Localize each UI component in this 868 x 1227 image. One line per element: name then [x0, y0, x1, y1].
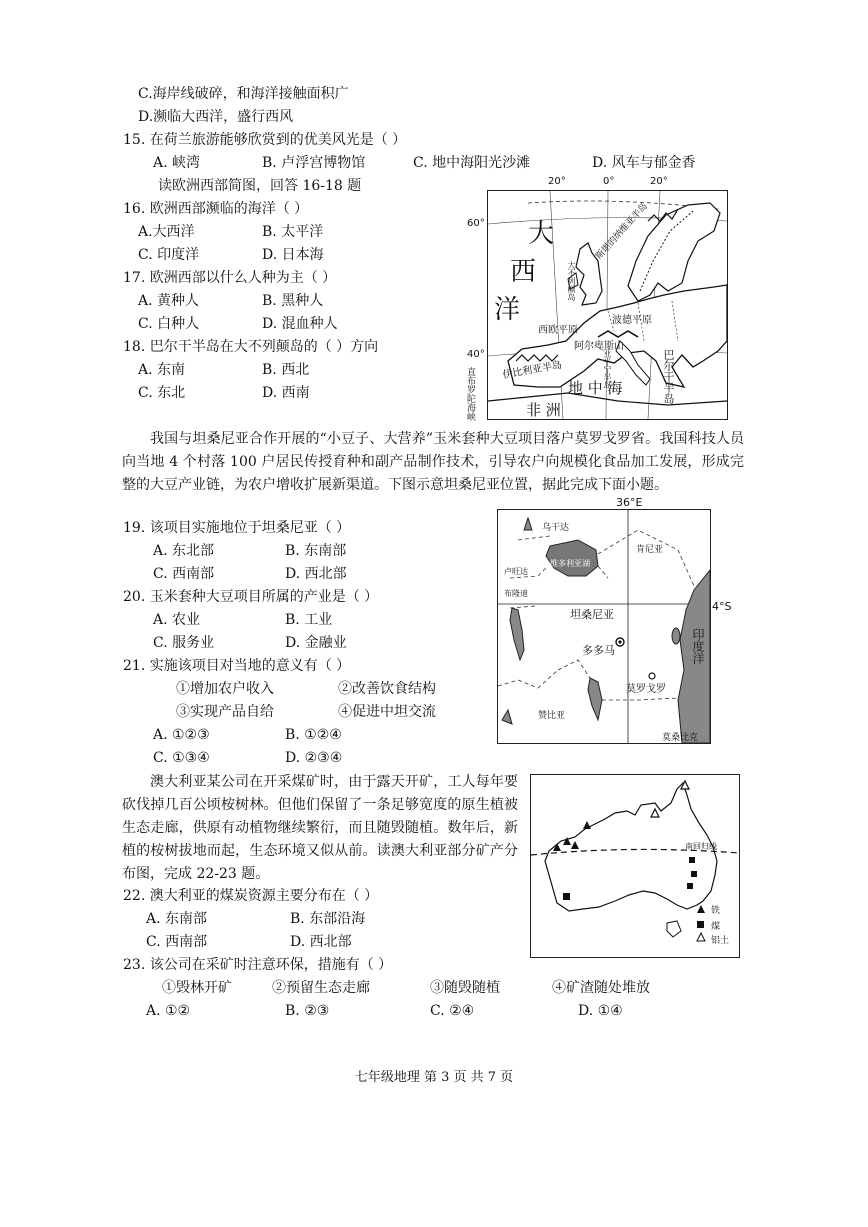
q15-option-a: A. 峡湾: [153, 155, 201, 171]
q17-option-b: B. 黑种人: [262, 293, 324, 309]
balkan-label: 巴尔干半岛: [662, 349, 675, 404]
q19-stem: 19. 该项目实施地位于坦桑尼亚（ ）: [123, 520, 351, 536]
legend-coal-label: 煤: [711, 922, 721, 932]
q18-option-c: C. 东北: [138, 385, 186, 401]
legend-iron-label: 铁: [711, 906, 721, 916]
uganda-label: 乌干达: [542, 523, 570, 533]
q21-option-c: C. ①③④: [153, 750, 210, 766]
q19-option-c: C. 西南部: [153, 566, 215, 582]
mozambique-label: 莫桑比克: [662, 733, 699, 743]
scandinavia-label: 斯堪的纳维亚半岛: [594, 201, 650, 262]
australia-intro: 澳大利亚某公司在开采煤矿时，由于露天开矿，工人每年要砍伐掉几百公顷桉树林。但他们保留了一条足够宽度的原生植被生态走廊，供原有动植物继续繁衍，而且随毁随植。数年后，新植的桉树拔地而起，生态环境又似从前。读澳大利亚部分矿产分布图，完成 22-23 题。: [122, 774, 518, 882]
tanzania-label: 坦桑尼亚: [570, 608, 614, 621]
legend-bauxite-label: 铝土: [711, 936, 730, 946]
q15-option-c: C. 地中海阳光沙滩: [413, 155, 531, 171]
africa-label: 非 洲: [526, 401, 561, 419]
alps-label: 阿尔卑斯山: [574, 341, 624, 352]
q16-option-c: C. 印度洋: [138, 247, 200, 263]
tanzania-intro: 我国与坦桑尼亚合作开展的“小豆子、大营养”玉米套种大豆项目落户莫罗戈罗省。我国科技人员向当地 4 个村落 100 户居民传授育种和副产品制作技术，引导农户向规模化食品加工发展，形成完整的大豆产业链，为农户增收扩展新渠道。下图示意坦桑尼亚位置，据此完成下面小题。: [122, 431, 744, 493]
europe-lon-20e: 20°: [650, 176, 668, 187]
q21-item-4: ④促进中坦交流: [338, 704, 436, 720]
page-footer: 七年级地理 第 3 页 共 7 页: [354, 1070, 514, 1085]
q23-item-2: ②预留生态走廊: [272, 980, 370, 996]
q22-option-a: A. 东南部: [146, 911, 208, 927]
q18-option-a: A. 东南: [138, 362, 186, 378]
q20-option-d: D. 金融业: [285, 635, 347, 651]
q19-option-b: B. 东南部: [285, 543, 347, 559]
tz-lon-label: 36°E: [616, 496, 643, 509]
tanzania-map: [497, 509, 711, 744]
dodoma-label: 多多马: [582, 644, 615, 657]
q22-option-c: C. 西南部: [146, 934, 208, 950]
q19-option-a: A. 东北部: [153, 543, 215, 559]
q16-option-d: D. 日本海: [262, 247, 324, 263]
q14-option-d: D.濒临大西洋，盛行西风: [138, 109, 294, 125]
q17-option-a: A. 黄种人: [138, 293, 200, 309]
q18-stem: 18. 巴尔干半岛在大不列颠岛的（ ）方向: [123, 339, 379, 355]
polish-plain-label: 波德平原: [612, 315, 652, 326]
mediterranean-label: 地 中 海: [568, 379, 623, 397]
morogoro-label: 莫罗戈罗: [626, 684, 666, 695]
britain-label: 大不列颠岛: [567, 261, 576, 301]
burundi-label: 布隆迪: [504, 589, 528, 598]
q20-option-b: B. 工业: [285, 612, 333, 628]
q18-option-d: D. 西南: [262, 385, 310, 401]
australia-map: [530, 774, 740, 958]
q23-option-b: B. ②③: [285, 1003, 330, 1019]
kenya-label: 肯尼亚: [636, 545, 664, 555]
q15-stem: 15. 在荷兰旅游能够欣赏到的优美风光是（ ）: [123, 132, 407, 148]
q22-option-b: B. 东部沿海: [290, 911, 366, 927]
italy-label: 亚平宁半岛: [603, 349, 612, 389]
q23-option-d: D. ①④: [578, 1003, 623, 1019]
q23-item-1: ①毁林开矿: [162, 980, 232, 996]
q23-item-4: ④矿渣随处堆放: [552, 980, 650, 996]
q21-item-1: ①增加农户收入: [176, 681, 274, 697]
gibraltar-label: 直布罗陀海峡: [465, 367, 475, 421]
q21-item-2: ②改善饮食结构: [338, 681, 436, 697]
europe-lat-40: 40°: [467, 349, 485, 360]
q21-option-a: A. ①②③: [153, 727, 210, 743]
indian-ocean-label: 印度洋: [691, 628, 705, 664]
q22-stem: 22. 澳大利亚的煤炭资源主要分布在（ ）: [123, 888, 379, 904]
rwanda-label: 卢旺达: [504, 567, 528, 576]
australia-map-graphic: [531, 775, 739, 957]
q20-option-a: A. 农业: [153, 612, 201, 628]
atlantic-label-2: 西: [510, 257, 537, 287]
tanzania-map-graphic: [498, 510, 710, 743]
q16-option-a: A.大西洋: [138, 224, 195, 240]
q22-option-d: D. 西北部: [290, 934, 352, 950]
tropic-label: 南回归线: [685, 842, 717, 851]
q23-option-c: C. ②④: [430, 1003, 475, 1019]
q19-option-d: D. 西北部: [285, 566, 347, 582]
q23-item-3: ③随毁随植: [430, 980, 500, 996]
q16-option-b: B. 太平洋: [262, 224, 324, 240]
q17-option-c: C. 白种人: [138, 316, 200, 332]
victoria-label: 维多利亚湖: [550, 559, 590, 568]
q21-item-3: ③实现产品自给: [176, 704, 274, 720]
q16-stem: 16. 欧洲西部濒临的海洋（ ）: [123, 201, 309, 217]
q20-option-c: C. 服务业: [153, 635, 215, 651]
tz-lat-label: 4°S: [712, 600, 732, 613]
zambia-label: 赞比亚: [538, 711, 566, 721]
q20-stem: 20. 玉米套种大豆项目所属的产业是（ ）: [123, 589, 379, 605]
q15-option-b: B. 卢浮宫博物馆: [262, 155, 366, 171]
intro-16-18: 读欧洲西部简图，回答 16-18 题: [158, 178, 362, 194]
iberia-label: 伊比利亚半岛: [501, 359, 563, 382]
q21-option-d: D. ②③④: [285, 750, 343, 766]
europe-lat-60: 60°: [467, 218, 485, 229]
q21-stem: 21. 实施该项目对当地的意义有（ ）: [123, 658, 351, 674]
q14-option-c: C.海岸线破碎，和海洋接触面积广: [138, 86, 349, 102]
q23-stem: 23. 该公司在采矿时注意环保，措施有（ ）: [123, 957, 393, 973]
europe-lon-0: 0°: [603, 176, 615, 187]
atlantic-label-3: 洋: [494, 295, 521, 325]
atlantic-label-1: 大: [528, 219, 555, 249]
q17-stem: 17. 欧洲西部以什么人种为主（ ）: [123, 270, 337, 286]
q17-option-d: D. 混血种人: [262, 316, 338, 332]
q23-option-a: A. ①②: [146, 1003, 191, 1019]
europe-lon-20w: 20°: [548, 176, 566, 187]
west-plain-label: 西欧平原: [538, 325, 578, 336]
q18-option-b: B. 西北: [262, 362, 310, 378]
q21-option-b: B. ①②④: [285, 727, 342, 743]
q15-option-d: D. 风车与郁金香: [592, 155, 696, 171]
